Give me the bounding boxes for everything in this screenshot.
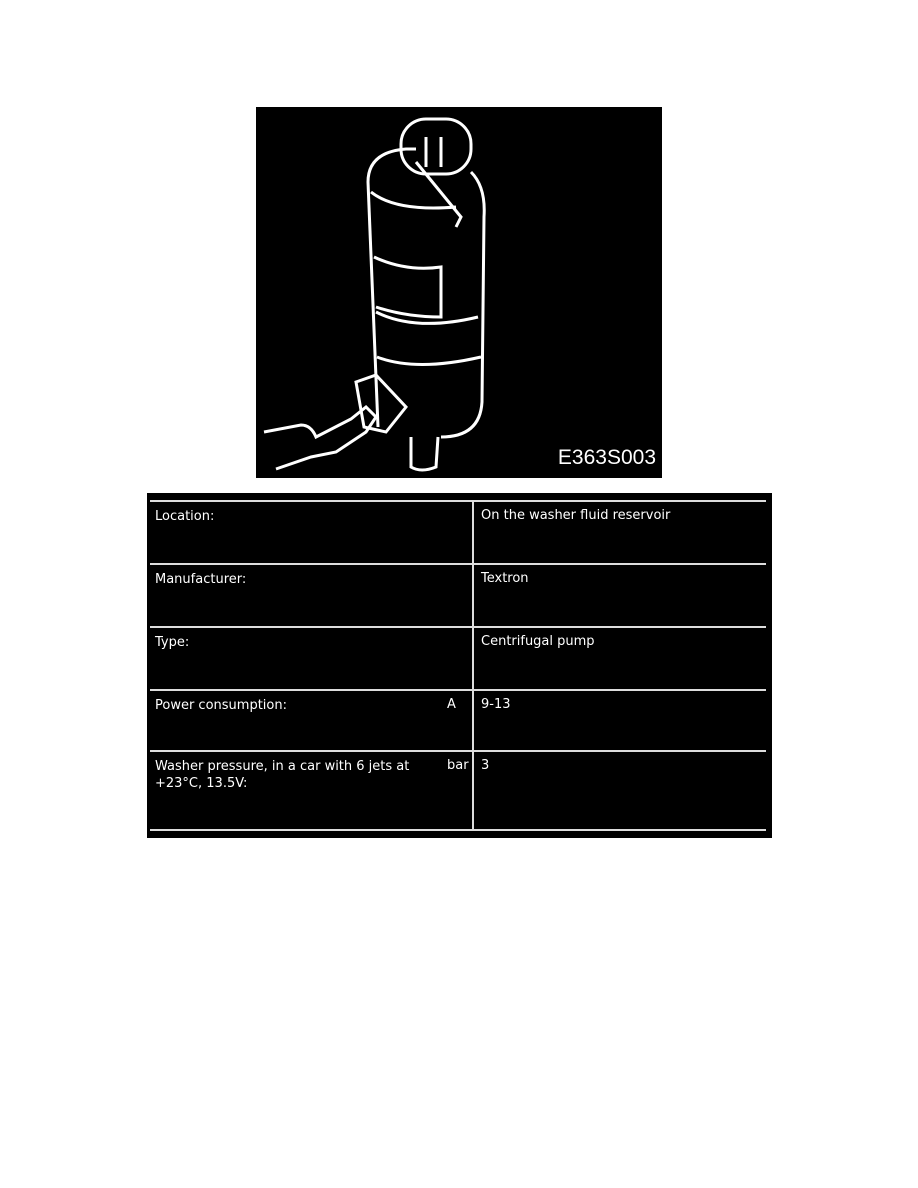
row-label: Type:	[155, 635, 190, 650]
figure-label: E363S003	[557, 446, 656, 469]
row-value: Textron	[481, 571, 529, 586]
table-row	[150, 500, 766, 564]
row-label: Manufacturer:	[155, 572, 247, 587]
row-value: On the washer fluid reservoir	[481, 508, 671, 523]
washer-pump-illustration	[256, 107, 662, 478]
row-value: Centrifugal pump	[481, 634, 595, 649]
column-divider	[472, 501, 474, 830]
row-value: 9-13	[481, 697, 511, 712]
table-row	[150, 689, 766, 751]
table-bottom-border	[150, 829, 766, 831]
row-value: 3	[481, 758, 490, 773]
table-row	[150, 563, 766, 627]
row-unit: bar	[447, 758, 469, 773]
pump-drawing	[256, 107, 662, 478]
spec-table	[147, 493, 772, 838]
row-unit: A	[447, 697, 456, 712]
table-row	[150, 750, 766, 830]
row-label: Power consumption:	[155, 698, 287, 713]
table-row	[150, 626, 766, 690]
row-label: Washer pressure, in a car with 6 jets at +23°C, 13.5V:	[155, 759, 410, 791]
row-label: Location:	[155, 509, 215, 524]
